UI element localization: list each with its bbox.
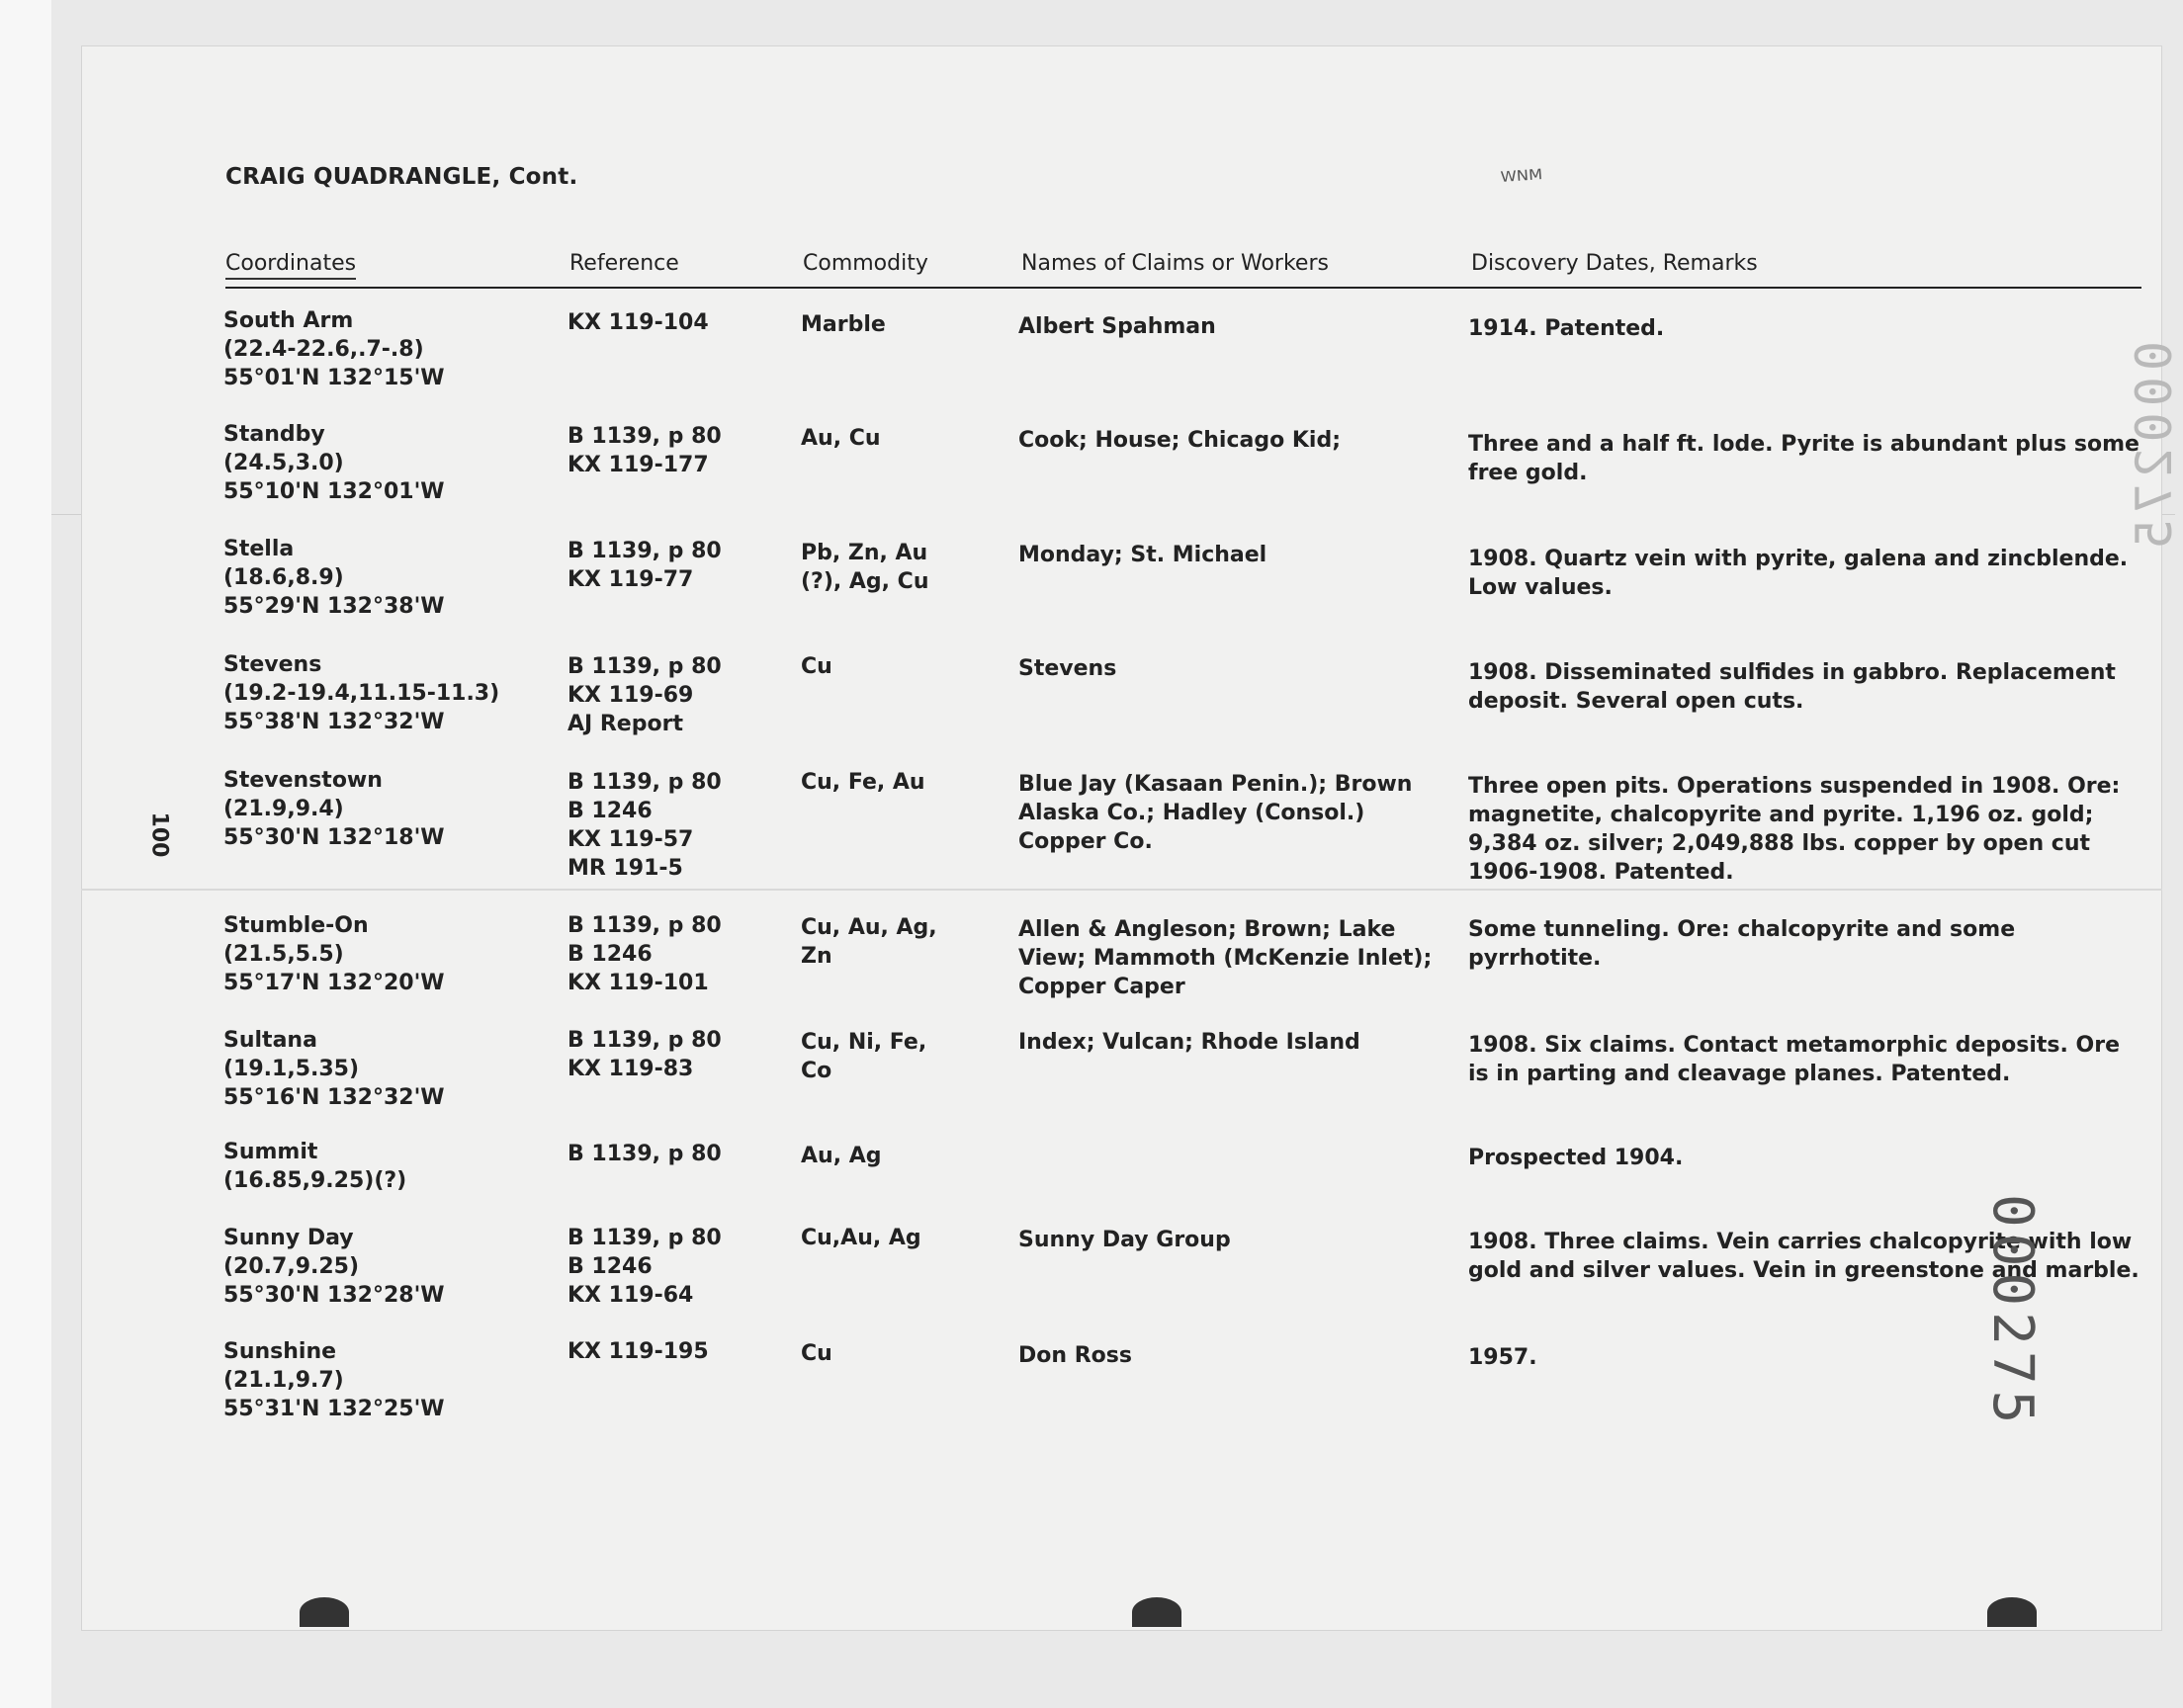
row-names: Monday; St. Michael: [1018, 543, 1267, 567]
header-coordinates: Coordinates: [225, 251, 356, 280]
row-remarks: 1914. Patented.: [1468, 316, 1665, 341]
page-title: CRAIG QUADRANGLE, Cont.: [225, 164, 578, 190]
binder-hole: [300, 1597, 349, 1627]
row-commodity: Au, Cu: [801, 426, 881, 451]
binder-hole: [1987, 1597, 2037, 1627]
row-remarks: Prospected 1904.: [1468, 1146, 1684, 1170]
row-remarks: Three open pits. Operations suspended in 1908. Ore: magnetite, chalcopyrite and pyrite. 1,196 oz. gold; 9,384 oz. silver; 2,049,888 lbs. copper by open cut 1906-1908. Patented.: [1468, 774, 2121, 885]
row-remarks: 1908. Quartz vein with pyrite, galena and zincblende. Low values.: [1468, 547, 2129, 600]
scan-margin: [0, 0, 51, 1708]
row-commodity: Cu,Au, Ag: [801, 1226, 921, 1250]
row-coordinates: Sultana (19.1,5.35) 55°16'N 132°32'W: [223, 1028, 445, 1110]
row-commodity: Cu, Fe, Au: [801, 770, 925, 795]
row-reference: B 1139, p 80 KX 119-77: [568, 539, 722, 592]
row-names: Blue Jay (Kasaan Penin.); Brown Alaska Co.; Hadley (Consol.) Copper Co.: [1018, 772, 1413, 854]
side-page-number: 100: [146, 811, 172, 858]
row-coordinates: Stevenstown (21.9,9.4) 55°30'N 132°18'W: [223, 768, 445, 850]
row-commodity: Cu, Au, Ag, Zn: [801, 915, 937, 969]
row-names: Stevens: [1018, 656, 1117, 681]
row-remarks: 1908. Six claims. Contact metamorphic deposits. Ore is in parting and cleavage planes. Patented.: [1468, 1033, 2121, 1086]
fold-line: [81, 889, 2162, 891]
row-coordinates: Stumble-On (21.5,5.5) 55°17'N 132°20'W: [223, 913, 445, 995]
handwritten-initials: ᵂᴺᴹ: [1500, 164, 1544, 198]
row-reference: B 1139, p 80 B 1246 KX 119-64: [568, 1226, 722, 1308]
row-names: Sunny Day Group: [1018, 1228, 1231, 1252]
row-commodity: Pb, Zn, Au (?), Ag, Cu: [801, 541, 929, 594]
row-reference: B 1139, p 80: [568, 1142, 722, 1166]
row-reference: B 1139, p 80 KX 119-83: [568, 1028, 722, 1081]
edge-stamp-faint: 000275: [2126, 341, 2183, 555]
row-commodity: Marble: [801, 312, 886, 337]
row-commodity: Cu: [801, 654, 832, 679]
row-names: Cook; House; Chicago Kid;: [1018, 428, 1342, 453]
header-rule: [225, 287, 2141, 289]
row-reference: B 1139, p 80 KX 119-177: [568, 424, 722, 477]
row-reference: KX 119-195: [568, 1339, 709, 1364]
header-names: Names of Claims or Workers: [1021, 251, 1329, 276]
row-names: Albert Spahman: [1018, 314, 1216, 339]
row-reference: B 1139, p 80 B 1246 KX 119-57 MR 191-5: [568, 770, 722, 881]
row-coordinates: South Arm (22.4-22.6,.7-.8) 55°01'N 132°15'W: [223, 308, 445, 390]
row-names: Allen & Angleson; Brown; Lake View; Mammoth (McKenzie Inlet); Copper Caper: [1018, 917, 1433, 999]
row-reference: KX 119-104: [568, 310, 709, 335]
row-names: Index; Vulcan; Rhode Island: [1018, 1030, 1360, 1055]
row-reference: B 1139, p 80 KX 119-69 AJ Report: [568, 654, 722, 736]
row-coordinates: Stella (18.6,8.9) 55°29'N 132°38'W: [223, 537, 445, 619]
row-commodity: Cu: [801, 1341, 832, 1366]
row-coordinates: Sunny Day (20.7,9.25) 55°30'N 132°28'W: [223, 1226, 445, 1308]
row-remarks: 1957.: [1468, 1345, 1537, 1370]
row-names: Don Ross: [1018, 1343, 1132, 1368]
header-commodity: Commodity: [803, 251, 928, 276]
row-coordinates: Summit (16.85,9.25)(?): [223, 1140, 407, 1193]
row-remarks: 1908. Disseminated sulfides in gabbro. Replacement deposit. Several open cuts.: [1468, 660, 2116, 714]
row-commodity: Au, Ag: [801, 1144, 882, 1168]
row-coordinates: Standby (24.5,3.0) 55°10'N 132°01'W: [223, 422, 445, 504]
row-coordinates: Sunshine (21.1,9.7) 55°31'N 132°25'W: [223, 1339, 445, 1421]
row-commodity: Cu, Ni, Fe, Co: [801, 1030, 927, 1083]
binder-hole: [1132, 1597, 1181, 1627]
row-reference: B 1139, p 80 B 1246 KX 119-101: [568, 913, 722, 995]
row-remarks: Some tunneling. Ore: chalcopyrite and some pyrrhotite.: [1468, 917, 2016, 971]
header-remarks: Discovery Dates, Remarks: [1471, 251, 1758, 276]
row-remarks: 1908. Three claims. Vein carries chalcopyrite with low gold and silver values. Vein in greenstone and marble.: [1468, 1230, 2139, 1283]
edge-stamp-number: 000275: [1980, 1194, 2045, 1430]
header-reference: Reference: [569, 251, 679, 276]
row-remarks: Three and a half ft. lode. Pyrite is abundant plus some free gold.: [1468, 432, 2139, 485]
row-coordinates: Stevens (19.2-19.4,11.15-11.3) 55°38'N 132°32'W: [223, 652, 500, 734]
